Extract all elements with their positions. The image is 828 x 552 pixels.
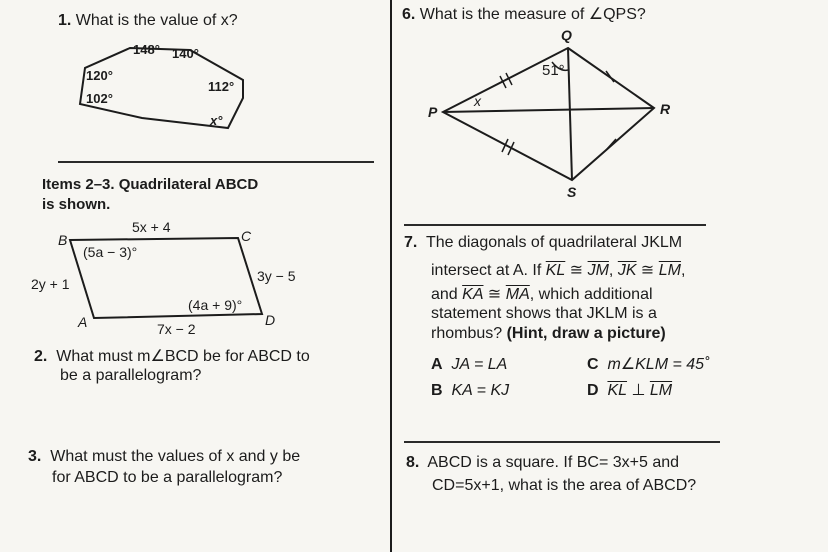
q7-comma-end: , bbox=[681, 262, 686, 279]
question-1-text: What is the value of x? bbox=[75, 12, 238, 29]
question-2-line-2: be a parallelogram? bbox=[60, 367, 202, 384]
items-2-3-heading-cont: is shown. bbox=[42, 196, 111, 213]
segment-kl: $\overline{KL}$ bbox=[545, 262, 566, 279]
choice-c-letter: C bbox=[587, 356, 599, 373]
question-6-text: What is the measure of ∠QPS? bbox=[419, 6, 646, 23]
choice-c-text: m∠KLM = 45˚ bbox=[607, 356, 710, 373]
choice-d-segment-lm: $\overline{LM}$ bbox=[649, 382, 673, 399]
q7-text-which: , which additional bbox=[529, 286, 653, 303]
vertex-a: A bbox=[78, 314, 88, 330]
congruent-symbol-3: ≅ bbox=[483, 286, 506, 303]
question-2-line-1 bbox=[34, 346, 310, 366]
kite-figure bbox=[0, 0, 828, 220]
question-3-line-2: for ABCD to be a parallelogram? bbox=[52, 469, 283, 486]
q7-text-rhombus: rhombus? bbox=[431, 325, 507, 342]
question-6-number: 6. bbox=[402, 6, 416, 23]
vertex-p: P bbox=[428, 104, 438, 120]
choice-b-letter: B bbox=[431, 382, 443, 399]
side-label-bottom: 7x − 2 bbox=[157, 321, 196, 337]
choice-d-letter: D bbox=[587, 382, 599, 399]
angle-label-x: x° bbox=[210, 113, 223, 128]
q7-text-and: and bbox=[431, 286, 463, 303]
choice-b-text: KA = KJ bbox=[451, 382, 510, 399]
congruent-symbol-2: ≅ bbox=[636, 262, 659, 279]
choice-b[interactable] bbox=[431, 382, 509, 400]
vertex-r: R bbox=[660, 101, 671, 117]
choice-d-segment-kl: $\overline{KL}$ bbox=[607, 382, 628, 399]
question-7-line-3 bbox=[431, 284, 653, 304]
choice-a[interactable] bbox=[431, 356, 507, 374]
angle-label-148: 148° bbox=[133, 42, 160, 57]
segment-ka: $\overline{KA}$ bbox=[462, 286, 484, 303]
vertex-d: D bbox=[265, 312, 276, 328]
perpendicular-symbol: ⊥ bbox=[627, 382, 650, 399]
angle-label-d: (4a + 9)° bbox=[188, 297, 243, 313]
segment-jm: $\overline{JM}$ bbox=[587, 262, 609, 279]
question-7-line-1 bbox=[404, 234, 682, 252]
question-7-line-4: statement shows that JKLM is a bbox=[431, 305, 657, 322]
choice-a-text: JA = LA bbox=[451, 356, 508, 373]
items-2-3-heading: Items 2–3. Quadrilateral ABCD bbox=[42, 176, 259, 193]
q7-hint: (Hint, draw a picture) bbox=[506, 325, 666, 342]
angle-label-140: 140° bbox=[172, 46, 199, 61]
angle-label-51: 51° bbox=[542, 62, 565, 79]
angle-label-102: 102° bbox=[86, 91, 113, 106]
side-label-top: 5x + 4 bbox=[132, 219, 171, 235]
angle-label-b: (5a − 3)° bbox=[83, 244, 138, 260]
vertex-b: B bbox=[58, 232, 68, 248]
choice-a-letter: A bbox=[431, 356, 443, 373]
question-3-line-1 bbox=[28, 448, 300, 466]
question-3-text: What must the values of x and y be bbox=[50, 448, 301, 465]
section-rule-3 bbox=[404, 441, 720, 443]
question-7-text-1: The diagonals of quadrilateral JKLM bbox=[425, 234, 683, 251]
side-label-right: 3y − 5 bbox=[257, 268, 296, 284]
question-7-number: 7. bbox=[404, 234, 418, 251]
vertex-c: C bbox=[241, 228, 252, 244]
angle-label-112: 112° bbox=[208, 79, 235, 94]
segment-ma: $\overline{MA}$ bbox=[505, 286, 530, 303]
choice-d[interactable] bbox=[587, 380, 672, 400]
segment-lm: $\overline{LM}$ bbox=[658, 262, 682, 279]
question-8-text-1: ABCD is a square. If BC= 3x+5 and bbox=[427, 454, 680, 471]
vertex-s: S bbox=[567, 184, 577, 200]
angle-label-x-kite: x bbox=[474, 93, 481, 109]
vertex-q: Q bbox=[561, 27, 572, 43]
question-2-text: What must m∠BCD be for ABCD to bbox=[56, 348, 310, 365]
congruent-symbol-1: ≅ bbox=[565, 262, 588, 279]
question-7-line-2 bbox=[431, 260, 685, 280]
question-8-line-1 bbox=[406, 454, 679, 472]
angle-label-120: 120° bbox=[86, 68, 113, 83]
q7-text-if: intersect at A. If bbox=[431, 262, 546, 279]
segment-jk: $\overline{JK}$ bbox=[617, 262, 637, 279]
side-label-left: 2y + 1 bbox=[31, 276, 70, 292]
q7-comma: , bbox=[608, 262, 618, 279]
question-1-number: 1. bbox=[58, 12, 72, 29]
section-rule-2 bbox=[404, 224, 706, 226]
question-8-line-2: CD=5x+1, what is the area of ABCD? bbox=[432, 477, 697, 494]
question-3-number: 3. bbox=[28, 448, 42, 465]
choice-c[interactable] bbox=[587, 354, 709, 374]
question-8-number: 8. bbox=[406, 454, 420, 471]
question-7-line-5 bbox=[431, 325, 666, 343]
question-2-number: 2. bbox=[34, 348, 48, 365]
